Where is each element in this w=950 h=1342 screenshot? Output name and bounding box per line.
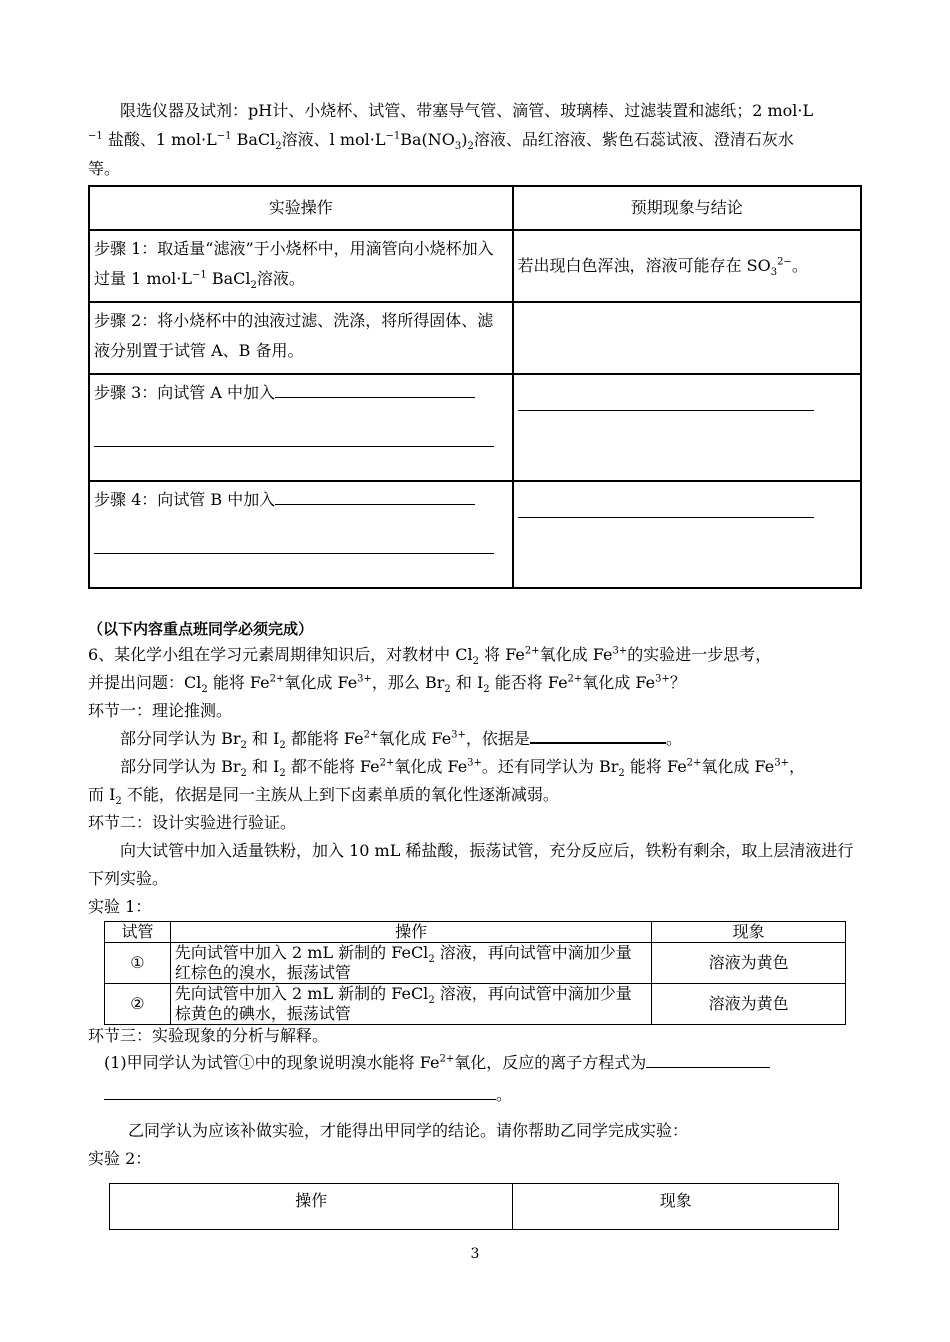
t2-header-res: 现象 bbox=[652, 922, 846, 943]
experiment2-table bbox=[109, 1183, 839, 1230]
reagents-paragraph: 限选仪器及试剂：pH计、小烧杯、试管、带塞导气管、滴管、玻璃棒、过滤装置和滤纸；2 mol·L $^{-1}$ 盐酸、1 $mol\cdot L^{-1}$ BaCl$_2$溶液、l $mol\cdot L^{-1}Ba(NO_3)_2$溶液、品红溶液、紫色石蕊试液、澄清石灰水 等。 bbox=[88, 96, 864, 183]
step2-cell: 步骤 2：将小烧杯中的浊液过滤、洗涤，将所得固体、滤液分别置于试管 A、B 备用。 bbox=[89, 302, 513, 374]
tube-1: ① bbox=[105, 943, 171, 984]
worksheet-page bbox=[88, 96, 864, 1230]
step3-cell[interactable]: 步骤 3：向试管 A 中加入 bbox=[89, 374, 513, 481]
reagents-line1: 限选仪器及试剂：pH计、小烧杯、试管、带塞导气管、滴管、玻璃棒、过滤装置和滤纸；2 mol·L bbox=[120, 101, 814, 120]
exp1-label: 实验 1： bbox=[88, 897, 152, 916]
header-result: 预期现象与结论 bbox=[513, 186, 861, 230]
experiment-table bbox=[88, 185, 862, 589]
result2-cell[interactable] bbox=[513, 302, 861, 374]
step1-cell: 步骤 1：取适量“滤液”于小烧杯中，用滴管向小烧杯加入过量 1 $mol\cdot L^{-1}$ BaCl$_2$溶液。 bbox=[89, 230, 513, 302]
res-2: 溶液为黄色 bbox=[652, 984, 846, 1025]
header-operation: 实验操作 bbox=[89, 186, 513, 230]
experiment1-table bbox=[104, 921, 846, 1025]
result4-cell[interactable] bbox=[513, 481, 861, 588]
procedure: 向大试管中加入适量铁粉，加入 10 mL 稀盐酸，振荡试管，充分反应后，铁粉有剩余，取上层清液进行下列实验。 bbox=[88, 841, 854, 888]
note2: 乙同学认为应该补做实验，才能得出甲同学的结论。请你帮助乙同学完成实验： bbox=[128, 1121, 689, 1140]
question6: 6、某化学小组在学习元素周期律知识后，对教材中 $Cl_2$ 将 $Fe^{2+}$氧化成 $Fe^{3+}$的实验进一步思考， 并提出问题：$Cl_2$ 能将 $Fe^{2+}$氧化成 $Fe^{3+}$，那么 $Br_2$ 和 $I_2$ 能否将 $Fe^{2+}$氧化成 $Fe^{3+}$？ bbox=[88, 645, 772, 696]
step4-cell[interactable]: 步骤 4：向试管 B 中加入 bbox=[89, 481, 513, 588]
exp2-label: 实验 2： bbox=[88, 1149, 152, 1168]
result3-cell[interactable] bbox=[513, 374, 861, 481]
view2: 部分同学认为 $Br_2$ 和 $I_2$ 都不能将 $Fe^{2+}$氧化成 $Fe^{3+}$。还有同学认为 $Br_2$ 能将 $Fe^{2+}$氧化成 $Fe^{3+}$， 而 $I_2$ 不能，依据是同一主族从上到下卤素单质的氧化性逐渐减弱。 bbox=[88, 757, 805, 808]
stage3: 环节三：实验现象的分析与解释。 bbox=[88, 1026, 329, 1045]
reagents-line3: 等。 bbox=[88, 159, 121, 178]
t2-header-tube: 试管 bbox=[105, 922, 171, 943]
t2-header-op: 操作 bbox=[170, 922, 651, 943]
stage1: 环节一：理论推测。 bbox=[88, 701, 233, 720]
view1-blank[interactable] bbox=[530, 726, 666, 744]
page-number: 3 bbox=[470, 1246, 480, 1262]
view1: 部分同学认为 $Br_2$ 和 $I_2$ 都能将 $Fe^{2+}$氧化成 $Fe^{3+}$，依据是 。 bbox=[88, 725, 864, 753]
tube-2: ② bbox=[105, 984, 171, 1025]
res-1: 溶液为黄色 bbox=[652, 943, 846, 984]
op-2: 先向试管中加入 2 mL 新制的 FeCl$_2$ 溶液，再向试管中滴加少量棕黄色的碘水，振荡试管 bbox=[170, 984, 651, 1025]
table-row bbox=[105, 943, 846, 984]
op-1: 先向试管中加入 2 mL 新制的 FeCl$_2$ 溶液，再向试管中滴加少量红棕色的溴水，振荡试管 bbox=[170, 943, 651, 984]
analysis-q1: (1)甲同学认为试管①中的现象说明溴水能将 $Fe^{2+}$氧化，反应的离子方程式为 。 bbox=[88, 1047, 864, 1111]
t3-header-op: 操作 bbox=[110, 1184, 513, 1230]
t3-header-res: 现象 bbox=[513, 1184, 839, 1230]
table-row bbox=[105, 984, 846, 1025]
section-note: （以下内容重点班同学必须完成） bbox=[88, 620, 314, 638]
result1-cell: 若出现白色浑浊，溶液可能存在 $SO_3^{2-}$。 bbox=[513, 230, 861, 302]
equation-blank[interactable] bbox=[646, 1051, 770, 1068]
stage2: 环节二：设计实验进行验证。 bbox=[88, 813, 297, 832]
equation-blank-2[interactable] bbox=[104, 1083, 496, 1100]
